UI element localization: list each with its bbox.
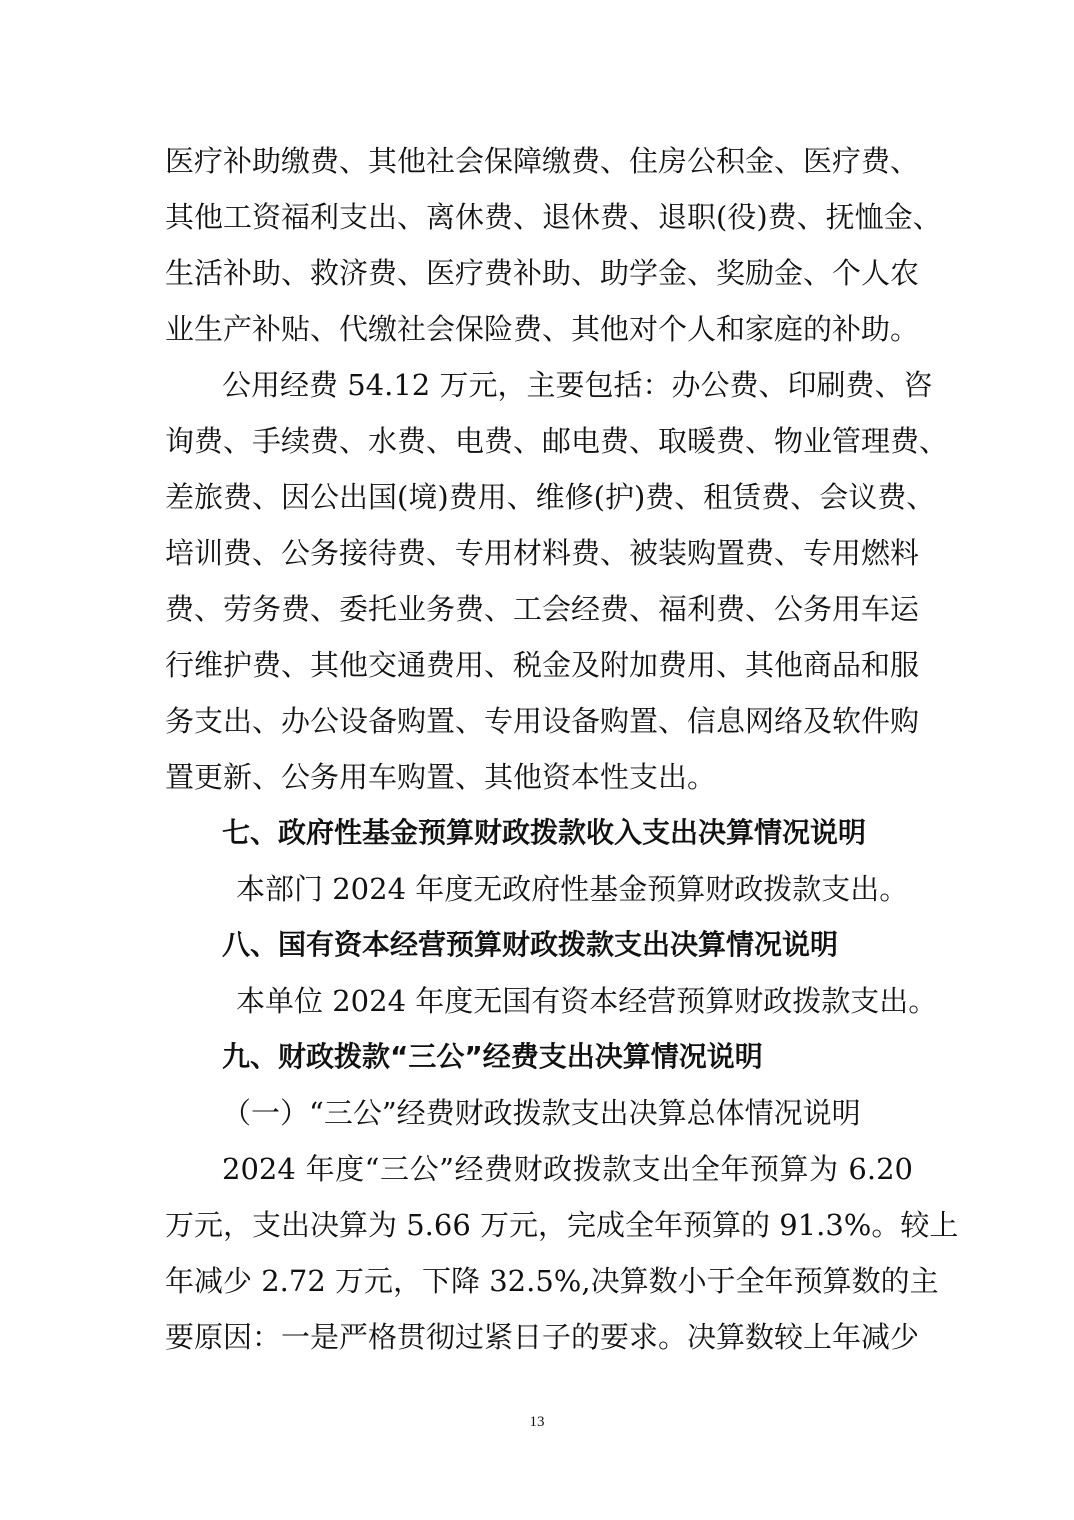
body-text-line: 培训费、公务接待费、专用材料费、被装购置费、专用燃料 <box>165 536 920 570</box>
body-text-line: 医疗补助缴费、其他社会保障缴费、住房公积金、医疗费、 <box>165 144 920 178</box>
body-text-line: 其他工资福利支出、离休费、退休费、退职(役)费、抚恤金、 <box>165 200 942 234</box>
body-text-line: 差旅费、因公出国(境)费用、维修(护)费、租赁费、会议费、 <box>165 480 936 514</box>
paragraph-first-line: 2024 年度“三公”经费财政拨款支出全年预算为 6.20 <box>222 1152 913 1186</box>
section-8-text: 本单位 2024 年度无国有资本经营预算财政拨款支出。 <box>236 984 938 1018</box>
paragraph-first-line: 公用经费 54.12 万元，主要包括：办公费、印刷费、咨 <box>222 368 933 402</box>
body-text-line: 务支出、办公设备购置、专用设备购置、信息网络及软件购 <box>165 704 920 738</box>
body-text-line: 置更新、公务用车购置、其他资本性支出。 <box>165 760 717 794</box>
body-text-line: 生活补助、救济费、医疗费补助、助学金、奖励金、个人农 <box>165 256 920 290</box>
body-text-line: 行维护费、其他交通费用、税金及附加费用、其他商品和服 <box>165 648 920 682</box>
body-text-line: 年减少 2.72 万元，下降 32.5%,决算数小于全年预算数的主 <box>165 1264 939 1298</box>
section-heading-8: 八、国有资本经营预算财政拨款支出决算情况说明 <box>222 928 839 961</box>
body-text-line: 万元，支出决算为 5.66 万元，完成全年预算的 91.3%。较上 <box>165 1208 959 1242</box>
body-text-line: 要原因：一是严格贯彻过紧日子的要求。决算数较上年减少 <box>165 1320 920 1354</box>
section-heading-9: 九、财政拨款“三公”经费支出决算情况说明 <box>222 1040 763 1073</box>
section-heading-7: 七、政府性基金预算财政拨款收入支出决算情况说明 <box>222 816 867 849</box>
body-text-line: 询费、手续费、水费、电费、邮电费、取暖费、物业管理费、 <box>165 424 949 458</box>
page-number: 13 <box>529 1414 545 1430</box>
body-text-line: 业生产补贴、代缴社会保险费、其他对个人和家庭的补助。 <box>165 312 920 346</box>
subsection-heading: （一）“三公”经费财政拨款支出决算总体情况说明 <box>222 1096 861 1130</box>
section-7-text: 本部门 2024 年度无政府性基金预算财政拨款支出。 <box>236 872 909 906</box>
body-text-line: 费、劳务费、委托业务费、工会经费、福利费、公务用车运 <box>165 592 920 626</box>
